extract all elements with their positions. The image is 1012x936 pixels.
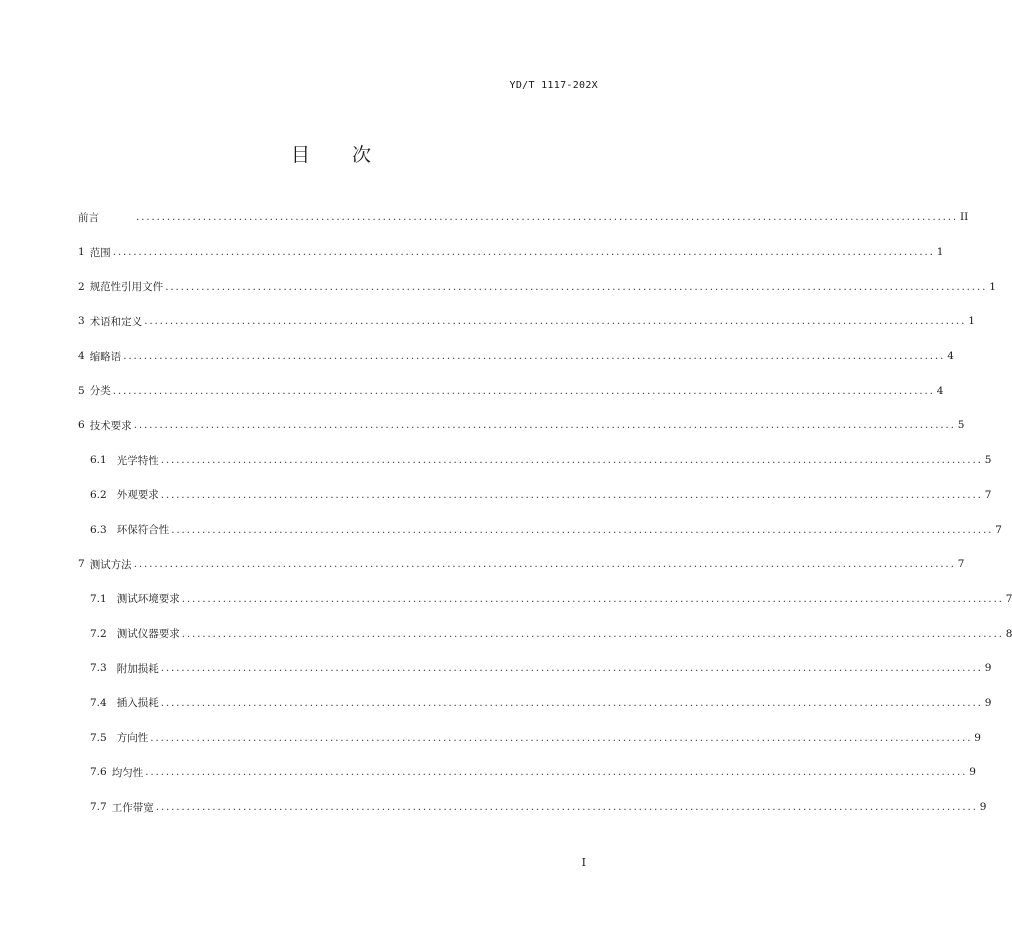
toc-entry-label: 工作带宽 (111, 801, 154, 814)
toc-entry[interactable] (78, 443, 992, 478)
toc-entry-page: 4 (947, 350, 954, 363)
toc-entry-label: 规范性引用文件 (89, 281, 164, 294)
page-number: I (581, 856, 586, 869)
toc-entry-label: 均匀性 (111, 766, 144, 779)
toc-entry-page: II (960, 211, 969, 224)
dot-leader: ................................................................................................................................................................ (181, 592, 1004, 605)
toc-entry[interactable] (78, 478, 992, 513)
toc-entry-number: 4 (78, 350, 85, 363)
toc-entry-label: 测试仪器要求 (116, 628, 180, 641)
toc-entry-label: 分类 (89, 385, 111, 398)
toc-entry[interactable] (78, 235, 944, 270)
toc-entry-page: 1 (968, 315, 975, 328)
toc-entry-label: 范围 (89, 246, 111, 259)
toc-entry-number: 6.1 (90, 454, 107, 467)
toc-entry-number: 6 (78, 419, 85, 432)
toc-entry-number: 7.2 (90, 627, 107, 640)
toc-entry[interactable] (78, 200, 969, 235)
dot-leader: ................................................................................................................................................................ (165, 280, 988, 293)
dot-leader: ................................................................................................................................................................ (181, 627, 1004, 640)
dot-leader: ................................................................................................................................................................ (112, 246, 935, 259)
toc-entry-page: 7 (957, 558, 965, 571)
dot-leader: ................................................................................................................................................................ (145, 766, 968, 779)
toc-entry-number: 7.7 (90, 801, 107, 814)
toc-entry-page: 1 (989, 280, 996, 293)
toc-entry-number: 5 (78, 384, 85, 397)
toc-entry-label: 术语和定义 (89, 315, 143, 328)
toc-entry[interactable] (78, 755, 976, 790)
toc-entry-number: 1 (78, 246, 85, 259)
toc-entry-label: 技术要求 (89, 419, 132, 432)
toc-entry[interactable] (78, 582, 1012, 617)
toc-entry-label: 附加损耗 (116, 662, 159, 675)
toc-entry-number: 2 (78, 280, 85, 293)
toc-entry[interactable] (78, 339, 954, 374)
toc-entry[interactable] (78, 373, 944, 408)
toc-entry-page: 5 (984, 454, 992, 467)
toc-entry-number: 7.1 (90, 592, 107, 605)
dot-leader: ................................................................................................................................................................ (133, 558, 956, 571)
toc-entry-page: 9 (984, 662, 992, 675)
toc-entry-label: 前言 (78, 211, 99, 224)
toc-entry-number: 7.6 (90, 766, 107, 779)
toc-entry-page: 7 (984, 488, 992, 501)
table-of-contents (78, 200, 1012, 824)
toc-entry-page: 4 (936, 384, 944, 397)
toc-entry-label: 光学特性 (116, 454, 159, 467)
toc-entry[interactable] (78, 408, 965, 443)
toc-entry-page: 1 (936, 246, 944, 259)
toc-entry-label: 测试环境要求 (116, 593, 180, 606)
document-code: YD/T 1117-202X (509, 80, 598, 91)
toc-entry-page: 7 (995, 523, 1002, 536)
dot-leader: ................................................................................................................................................................ (160, 662, 983, 675)
toc-entry[interactable] (78, 651, 992, 686)
toc-entry[interactable] (78, 512, 1002, 547)
toc-entry-page: 9 (974, 731, 981, 744)
dot-leader: ................................................................................................................................................................ (155, 801, 978, 814)
toc-entry-number: 7.4 (90, 696, 107, 709)
dot-leader: ................................................................................................................................................................ (160, 488, 983, 501)
toc-entry-number: 7.3 (90, 662, 107, 675)
dot-leader: ................................................................................................................................................................ (133, 419, 956, 432)
toc-entry-page: 8 (1005, 627, 1012, 640)
dot-leader: ................................................................................................................................................................ (123, 350, 946, 363)
toc-entry-page: 7 (1005, 592, 1012, 605)
dot-leader: ................................................................................................................................................................ (160, 454, 983, 467)
toc-entry-page: 9 (979, 801, 987, 814)
toc-entry-number: 3 (78, 315, 85, 328)
dot-leader: ................................................................................................................................................................ (150, 731, 973, 744)
toc-entry[interactable] (78, 547, 965, 582)
toc-entry-number: 7 (78, 558, 85, 571)
dot-leader: ................................................................................................................................................................ (171, 523, 994, 536)
toc-entry-label: 外观要求 (116, 489, 159, 502)
toc-entry-number: 6.3 (90, 523, 107, 536)
dot-leader: ................................................................................................................................................................ (160, 696, 983, 709)
toc-entry[interactable] (78, 269, 996, 304)
toc-entry[interactable] (78, 304, 975, 339)
toc-entry-label: 缩略语 (89, 350, 122, 363)
dot-leader: ................................................................................................................................................................ (144, 315, 967, 328)
toc-entry[interactable] (78, 616, 1012, 651)
toc-entry-label: 环保符合性 (116, 524, 170, 537)
toc-entry[interactable] (78, 790, 987, 825)
toc-entry-label: 方向性 (116, 732, 149, 745)
toc-entry-page: 9 (969, 766, 976, 779)
toc-entry-number: 6.2 (90, 488, 107, 501)
toc-entry-page: 5 (957, 419, 965, 432)
dot-leader: ................................................................................................................................................................ (136, 211, 959, 224)
toc-entry-label: 插入损耗 (116, 697, 159, 710)
dot-leader: ................................................................................................................................................................ (112, 384, 935, 397)
toc-entry-page: 9 (984, 696, 992, 709)
toc-entry-label: 测试方法 (89, 558, 132, 571)
toc-entry[interactable] (78, 720, 981, 755)
toc-entry-number: 7.5 (90, 731, 107, 744)
toc-entry[interactable] (78, 686, 992, 721)
page-title: 目 次 (290, 144, 372, 166)
